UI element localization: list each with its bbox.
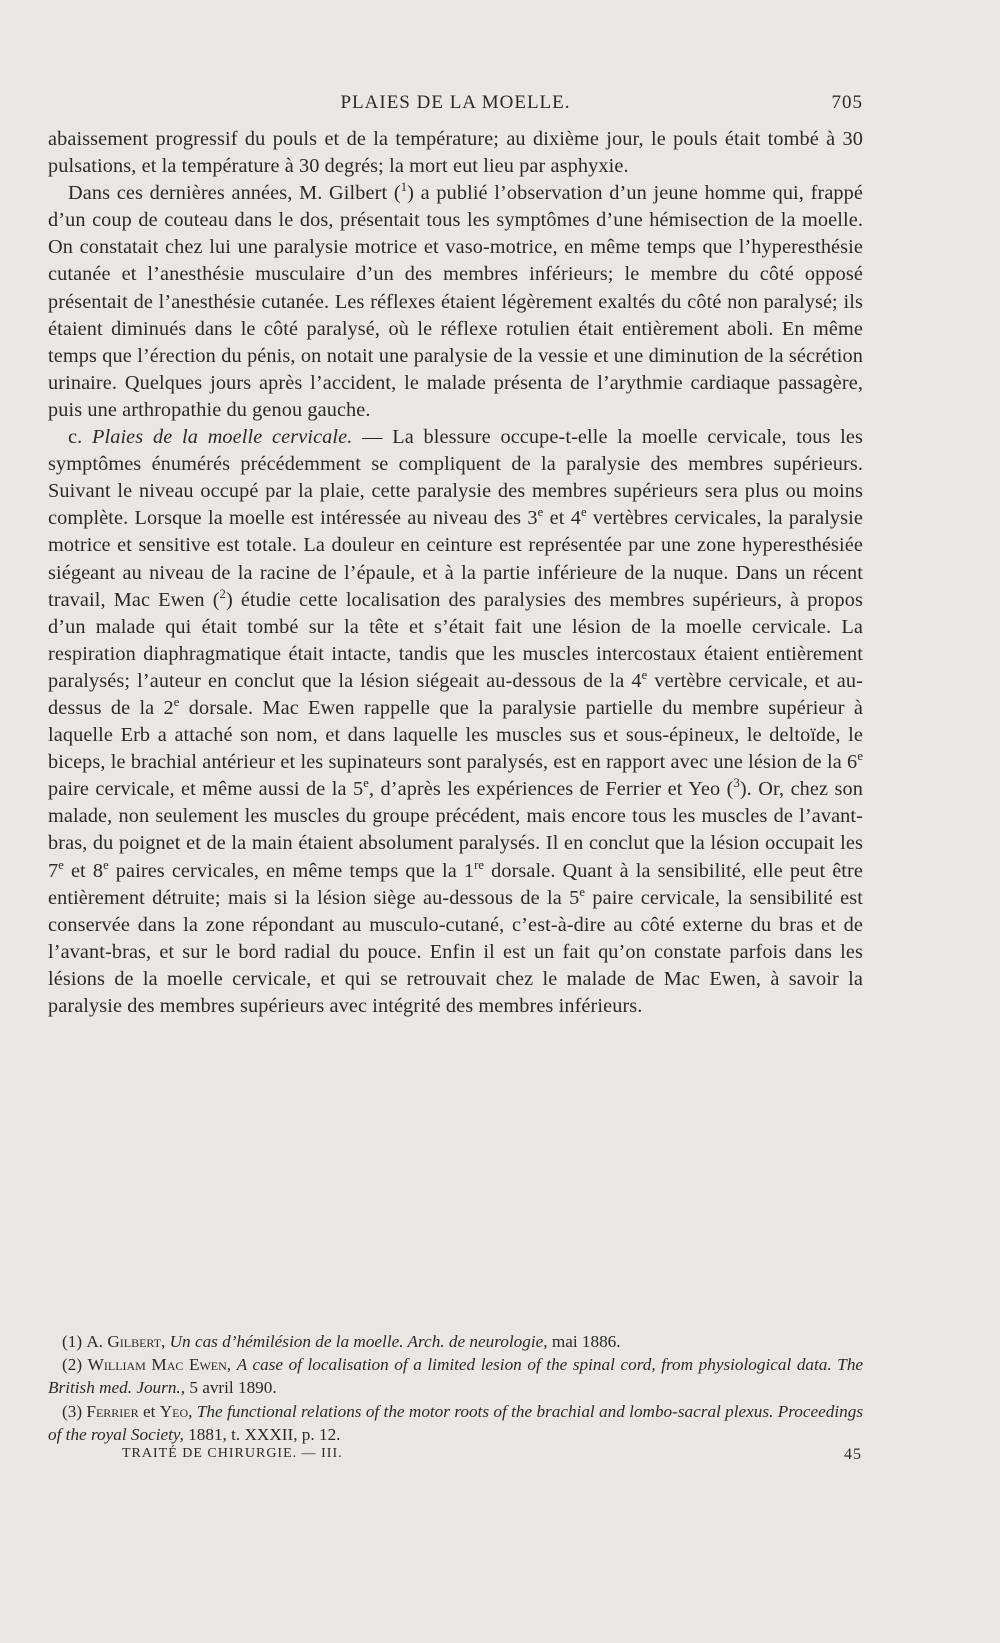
footnote-ref-3: 3 xyxy=(733,776,740,791)
footnote-ref-1: 1 xyxy=(400,180,408,195)
footnote-ref-2: 2 xyxy=(219,586,226,601)
section-heading: Plaies de la moelle cervicale. xyxy=(91,426,353,449)
running-head xyxy=(48,92,863,118)
page-number: 705 xyxy=(831,92,863,113)
running-title: PLAIES DE LA MOELLE. xyxy=(340,92,571,113)
signature-line: TRAITÉ DE CHIRURGIE. — III. xyxy=(122,1446,343,1461)
paragraph-gilbert: Dans ces dernières années, M. Gilbert ($^1$) a publié l’observation d’un jeune homme qui, frappé d’un coup de couteau dans le dos, présentait tous les symptômes d’une hémisection de la moelle. On constatait chez lui une paralysie motrice et vaso-motrice, en même temps que l’hyperesthésie cutanée et l’anesthésie musculaire d’un des membres inférieurs; le membre du côté opposé présentait de l’anesthésie cutanée. Les réflexes étaient légèrement exaltés du côté non paralysé; ils étaient diminués dans le côté paralysé, où le réflexe rotulien était entièrement aboli. En même temps que l’érection du pénis, on notait une paralysie de la vessie et une diminution de la sécrétion urinaire. Quelques jours après l’accident, le malade présenta de l’arythmie cardiaque passagère, puis une arthropathie du genou gauche. xyxy=(48,180,864,421)
footnotes xyxy=(48,1330,863,1446)
body-text xyxy=(48,126,863,1020)
signature-mark: 45 xyxy=(844,1446,862,1463)
footnote-3: (3) Ferrier et Yeo, The functional relations of the motor roots of the brachial and lombo-sacral plexus. Proceedings of the royal Society, 1881, t. XXXII, p. 12. xyxy=(48,1401,864,1444)
paragraph-continuation: abaissement progressif du pouls et de la température; au dixième jour, le pouls était tombé à 30 pulsations, et la température à 30 degrés; la mort eut lieu par asphyxie. xyxy=(48,128,863,178)
footnote-2: (2) William Mac Ewen, A case of localisation of a limited lesion of the spinal cord, from physiological data. The British med. Journ., 5 avril 1890. xyxy=(48,1355,864,1398)
paragraph-cervical: c. Plaies de la moelle cervicale. — La blessure occupe-t-elle la moelle cervicale, tous les symptômes énumérés précédemment se compliquent de la paralysie des membres supérieurs. Suivant le niveau occupé par la plaie, cette paralysie des membres supérieurs sera plus ou moins complète. Lorsque la moelle est intéressée au niveau des 3e et 4e vertèbres cervicales, la paralysie motrice et sensitive est totale. La douleur en ceinture est représentée par une zone hyperesthésiée siégeant au niveau de la racine de l’épaule, et à la partie inférieure de la nuque. Dans un récent travail, Mac Ewen ($^2$) étudie cette localisation des paralysies des membres supérieurs, à propos d’un malade qui était tombé sur la tête et s’était fait une lésion de la moelle cervicale. La respiration diaphragmatique était intacte, tandis que les muscles intercostaux étaient entièrement paralysés; l’auteur en conclut que la lésion siégeait au-dessous de la 4e vertèbre cervicale, et au-dessus de la 2e dorsale. Mac Ewen rappelle que la paralysie partielle du membre supérieur à laquelle Erb a attaché son nom, et dans laquelle les muscles sus et sous-épineux, le deltoïde, le biceps, le brachial antérieur et les supinateurs sont paralysés, est en rapport avec une lésion de la 6e paire cervicale, et même aussi de la 5e, d’après les expériences de Ferrier et Yeo ($^3$). Or, chez son malade, non seulement les muscles du groupe précédent, mais encore tous les muscles de l’avant-bras, du poignet et de la main étaient absolument paralysés. Il en conclut que la lésion occupait les 7e et 8e paires cervicales, en même temps que la 1re dorsale. Quant à la sensibilité, elle peut être entièrement détruite; mais si la lésion siège au-dessous de la 5e paire cervicale, la sensibilité est conservée dans la zone répondant au musculo-cutané, c’est-à-dire au côté externe du bras et de l’avant-bras, et sur le bord radial du pouce. Enfin il est un fait qu’on constate parfois dans les lésions de la moelle cervicale, et qui se retrouvait chez le malade de Mac Ewen, à savoir la paralysie des membres supérieurs avec intégrité des membres inférieurs. xyxy=(48,426,864,1017)
footnote-1: (1) A. Gilbert, Un cas d’hémilésion de la moelle. Arch. de neurologie, mai 1886. xyxy=(62,1332,621,1351)
page-footer xyxy=(122,1446,862,1468)
